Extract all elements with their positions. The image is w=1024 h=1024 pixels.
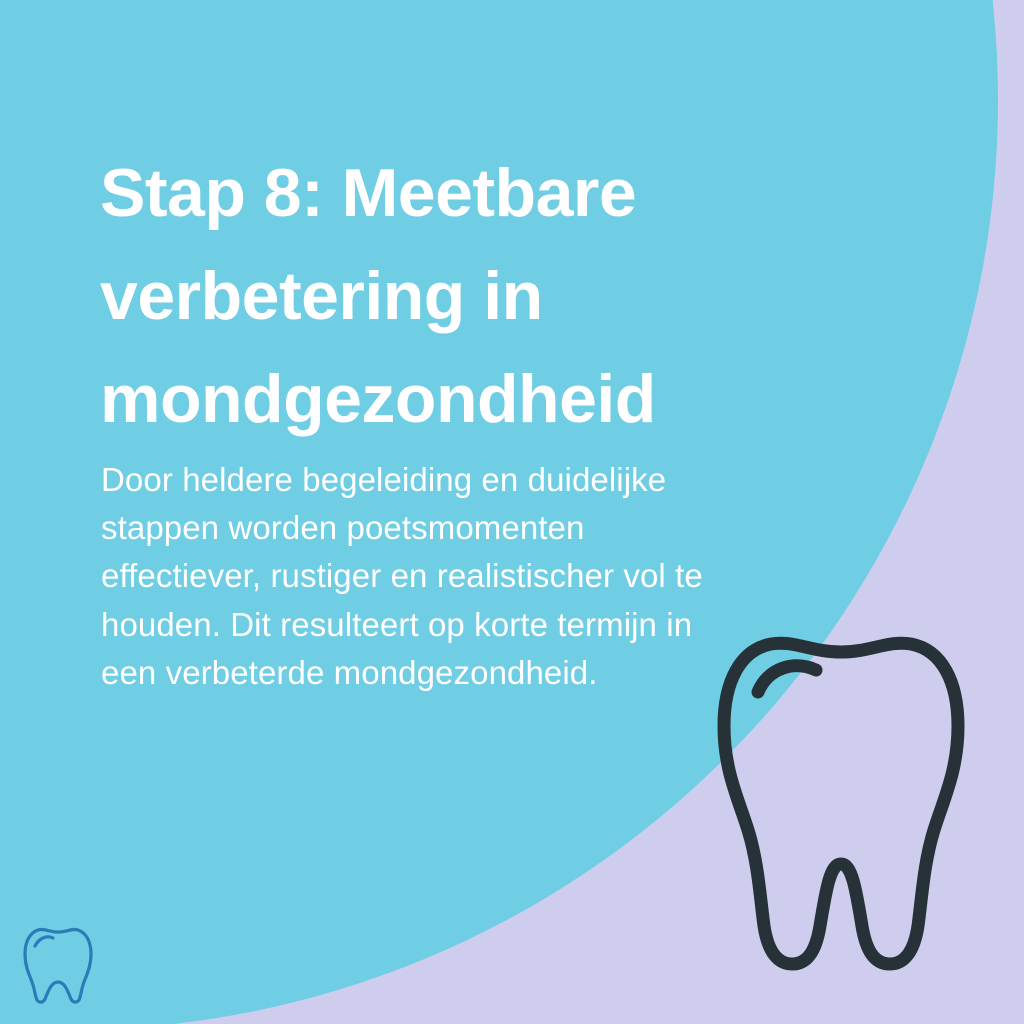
body-paragraph: Door heldere begeleiding en duidelijke stappen worden poetsmomenten effectiever, rustiger en realistischer vol te houden. Dit resulteert op korte termijn in een verbeterde mondgezondheid. bbox=[101, 461, 703, 691]
page-title: Stap 8: Meetbare verbetering in mondgezondheid bbox=[100, 154, 656, 438]
tooth-icon bbox=[716, 634, 966, 974]
tooth-logo-icon bbox=[22, 926, 94, 1004]
